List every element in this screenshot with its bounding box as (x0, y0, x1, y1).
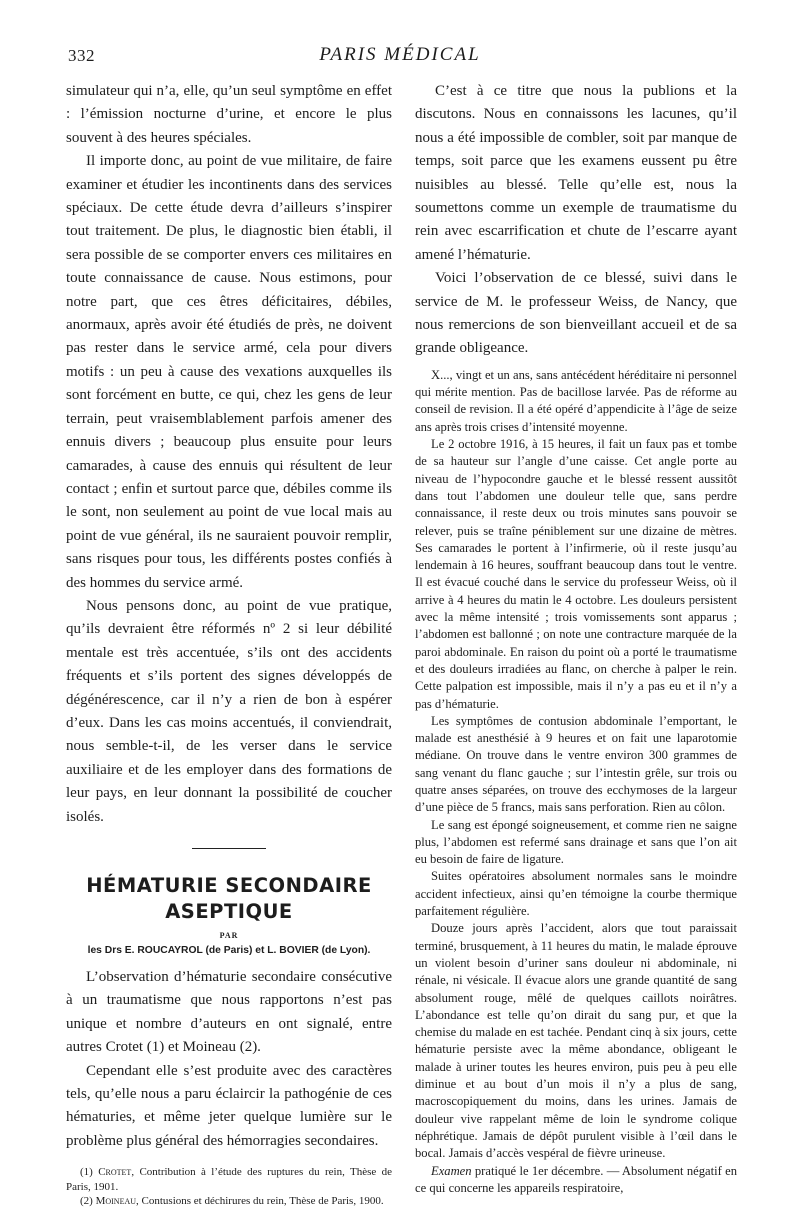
footnote (66, 1165, 392, 1194)
article-title (66, 873, 392, 925)
case-paragraph: X..., vingt et un ans, sans antécédent héréditaire ni personnel qui mérite mention. Pas de bacillose larvée. Pas de réforme au conseil de revision. Il a été opéré d’appendicite à l’âge de seize ans après trois crises d’intensité moyenne. (415, 367, 737, 434)
case-paragraph: Suites opératoires absolument normales sans le moindre accident infectieux, ainsi qu’en témoigne la courbe thermique parfaitement régulière. (415, 869, 737, 919)
footnote (66, 1194, 392, 1209)
paragraph: Nous pensons donc, au point de vue pratique, qu’ils devraient être réformés nº 2 si leur débilité mentale est très accentuée, s’ils ont des accidents fréquents et s’ils portent des signes développés de dégénérescence, car il n’y a rien de bon à espérer d’eux. Dans les cas moins accentués, il conviendrait, nous semble-t-il, de les verser dans le service auxiliaire et de les employer dans des formations de leur pays, en leur donnant la possibilité de coucher isolés. (66, 597, 392, 825)
paragraph: Voici l’observation de ce blessé, suivi dans le service de M. le professeur Weiss, de Nancy, que nous remercions de son bienveillant accueil et de sa grande obligeance. (415, 270, 737, 357)
footnote-label: (1) (80, 1166, 93, 1179)
case-paragraph: Les symptômes de contusion abdominale l’emportant, le malade est anesthésié à 9 heures et on fait une laparotomie médiane. On trouve dans le ventre environ 300 grammes de sang venant du flanc gauche ; sur l’intestin grêle, sur trois ou quatre anses séparées, on trouve des ecchymoses de la largeur d’une pièce de 5 francs, mais sans perforation. Rien au côlon. (415, 713, 737, 815)
article-title-line: ASEPTIQUE (165, 900, 293, 923)
footnote-author: Moineau (95, 1195, 137, 1208)
right-column (415, 80, 737, 1197)
left-column (66, 80, 392, 1209)
author-byline: les Drs E. ROUCAYROL (de Paris) et L. BOVIER (de Lyon). (87, 945, 371, 956)
paragraph: simulateur qui n’a, elle, qu’un seul symptôme en effet : l’émission nocturne d’urine, et encore le plus souvent à des heures spéciales. (66, 83, 392, 146)
examen-text: pratiqué le 1er décembre. — Absolument négatif en ce qui concerne les appareils respiratoire, (415, 1163, 737, 1195)
page-number: 332 (68, 46, 95, 65)
par-label: PAR (219, 931, 239, 940)
footnote-author: Crotet (98, 1166, 132, 1179)
footnotes (66, 1165, 392, 1209)
section-divider (192, 848, 266, 849)
running-title: PARIS MÉDICAL (319, 44, 481, 65)
footnote-text: , Contusions et déchirures du rein, Thèse de Paris, 1900. (136, 1195, 384, 1208)
case-paragraph: Le 2 octobre 1916, à 15 heures, il fait un faux pas et tombe de sa hauteur sur l’angle d’une caisse. Cet angle porte au niveau de l’hypocondre gauche et le blessé ressent aussitôt dans tout l’abdomen une douleur telle que, sans perdre connaissance, il reste deux ou trois minutes sans pouvoir se relever, puis se traîne péniblement sur une dizaine de mètres. Ses camarades le portent à l’infirmerie, où il reste jusqu’au lendemain à 16 heures, souffrant beaucoup dans tout le ventre. Il est évacué couché dans le service du professeur Weiss, où il arrive à 4 heures du matin le 4 octobre. Les douleurs persistent avec la même intensité ; trois vomissements sont apparus ; l’abdomen est ballonné ; on note une contracture marquée de la paroi abdominale. En raison du point où a porté le traumatisme et des douleurs irradiées au flanc, on cherche à palper le rein. Cette palpation est impossible, mais il n’y a pas eu et il n’y a pas d’hématurie. (415, 437, 737, 711)
footnote-text: , Contribution à l’étude des ruptures du rein, Thèse de Paris, 1901. (66, 1166, 393, 1193)
case-paragraph: Douze jours après l’accident, alors que tout paraissait terminé, brusquement, à 11 heures du matin, le malade éprouve un violent besoin d’uriner sans douleur ni abdominale, ni rénale, ni vésicale. Il évacue alors une grande quantité de sang absolument rouge, mêlé de quelques caillots noirâtres. L’abondance est telle qu’on dirait du sang pur, et que la chemise du malade en est tachée. Pendant cinq à six jours, cette hématurie persiste avec la même abondance, obligeant le malade à uriner toutes les heures environ, puis peu à peu elle diminue et au bout d’un mois il n’y a plus de sang, macroscopiquement du moins, dans les urines. Jamais de douleur vive rappelant même de loin le syndrome colique néphrétique. Jamais de dépôt purulent visible à l’œil dans le bocal. Jamais d’accès vespéral de fièvre urineuse. (415, 921, 737, 1161)
footnote-label: (2) (80, 1195, 93, 1208)
case-report (415, 367, 737, 1197)
paragraph: C’est à ce titre que nous la publions et la discutons. Nous en connaissons les lacunes, qu’il nous a été impossible de combler, soit par manque de temps, soit parce que les examens eussent pu être nuisibles au blessé. Telle qu’elle est, nous la soumettons comme un exemple de traumatisme du rein avec escarrification et chute de l’escarre ayant amené l’hématurie. (415, 83, 737, 263)
paragraph: Il importe donc, au point de vue militaire, de faire examiner et étudier les incontinents dans des services spéciaux. De cette étude devra d’ailleurs s’inspirer tout traitement. De plus, le diagnostic bien établi, il sera possible de se comporter envers ces militaires en toute connaissance de cause. Nous estimons, pour notre part, que ces êtres déficitaires, débiles, anormaux, après avoir été étudiés de près, ne doivent pas rester dans le service armé, cela pour divers motifs : un peu à cause des vexations auxquelles ils sont forcément en butte, ce qui, chez les gens de leur terrain, peut vraisemblablement parfois amener des ennuis divers ; beaucoup plus ensuite pour leurs camarades, à cause des ennuis qui résultent de leur contact ; enfin et surtout parce que, débiles comme ils le sont, non seulement au point de vue local mais au point de vue général, ils ne sauraient pouvoir remplir, sans risques pour tous, les différents postes confiés à des hommes du service armé. (66, 153, 392, 591)
case-paragraph: Le sang est épongé soigneusement, et comme rien ne saigne plus, l’abdomen est refermé sans drainage et sans que l’on ait eu besoin de faire de ligature. (415, 817, 737, 867)
case-paragraph (415, 1163, 737, 1198)
paragraph: Cependant elle s’est produite avec des caractères tels, qu’elle nous a paru éclaircir la pathogénie de ces hématuries, et même jeter quelque lumière sur le problème plus général des hémorragies secondaires. (66, 1062, 392, 1149)
article-title-line: HÉMATURIE SECONDAIRE (86, 874, 372, 897)
examen-label: Examen (431, 1163, 472, 1178)
paragraph: L’observation d’hématurie secondaire consécutive à un traumatisme que nous rapportons n’est pas unique et nombre d’auteurs en ont signalé, entre autres Crotet (1) et Moineau (2). (66, 969, 392, 1056)
